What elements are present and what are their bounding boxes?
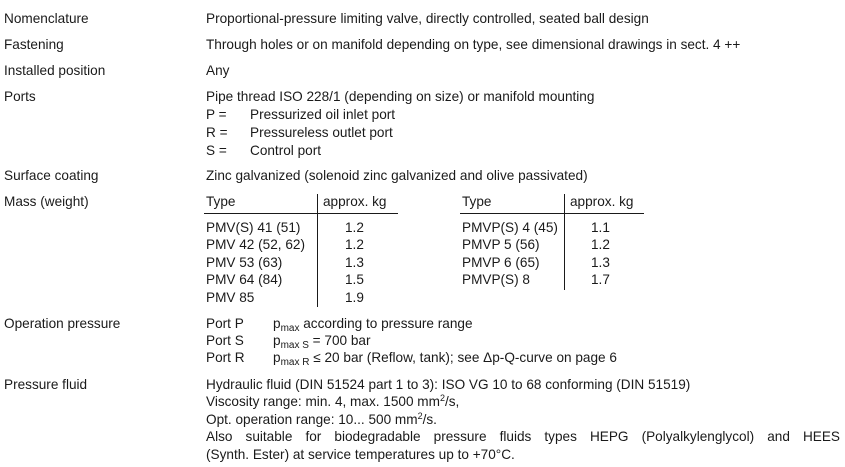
mass-table-1-kg: 1.9 xyxy=(345,290,364,305)
ports-label: Ports xyxy=(4,89,36,104)
mass-table-2-header-kg: approx. kg xyxy=(570,194,634,209)
mass-table-1-type: PMV 53 (63) xyxy=(206,255,283,270)
mass-table-1-type: PMV 42 (52, 62) xyxy=(206,237,305,252)
mass-table-1-divider xyxy=(204,213,398,214)
mass-table-2-kg: 1.2 xyxy=(591,237,610,252)
mass-label: Mass (weight) xyxy=(4,194,89,209)
operation-pressure-label: Operation pressure xyxy=(4,316,121,331)
nomenclature-label: Nomenclature xyxy=(4,11,89,26)
operation-port-r-value: $p_{max R} \le 20$ bar (Reflow, tank); see Δp-Q-curve on page 6 xyxy=(273,350,617,368)
mass-table-2-type: PMVP(S) 4 (45) xyxy=(462,220,558,235)
port-p-text: Pressurized oil inlet port xyxy=(250,107,396,122)
mass-table-1-type: PMV 64 (84) xyxy=(206,272,283,287)
fastening-label: Fastening xyxy=(4,37,64,52)
pressure-fluid-viscosity: Viscosity range: min. 4, max. 1500 $mm^2/s$, xyxy=(206,393,460,409)
pressure-fluid-label: Pressure fluid xyxy=(4,377,88,392)
surface-coating-value: Zinc galvanized (solenoid zinc galvanized and olive passivated) xyxy=(206,168,588,183)
operation-port-r: Port R xyxy=(206,350,245,365)
mass-table-1-kg: 1.2 xyxy=(345,237,364,252)
operation-port-p-value: $p_{max}$ according to pressure range xyxy=(273,316,473,334)
fastening-value: Through holes or on manifold depending on type, see dimensional drawings in sect. 4 ++ xyxy=(206,37,741,52)
mass-table-1-column-divider xyxy=(317,194,318,307)
ports-intro: Pipe thread ISO 228/1 (depending on size) or manifold mounting xyxy=(206,89,595,104)
mass-table-2-type: PMVP 6 (65) xyxy=(462,255,540,270)
port-p-key: P = xyxy=(206,107,227,122)
surface-coating-label: Surface coating xyxy=(4,168,99,183)
nomenclature-value: Proportional-pressure limiting valve, directly controlled, seated ball design xyxy=(206,11,649,26)
port-r-text: Pressureless outlet port xyxy=(250,125,393,140)
operation-port-p: Port P xyxy=(206,316,244,331)
pressure-fluid-service-temp: (Synth. Ester) at service temperatures up to +70°C. xyxy=(206,447,515,462)
mass-table-1-header-kg: approx. kg xyxy=(323,194,387,209)
mass-table-1-header-type: Type xyxy=(206,194,236,209)
mass-table-2-kg: 1.3 xyxy=(591,255,610,270)
mass-table-2-header-type: Type xyxy=(462,194,492,209)
operation-port-s: Port S xyxy=(206,333,244,348)
installed-position-label: Installed position xyxy=(4,63,106,78)
pressure-fluid-line-1: Hydraulic fluid (DIN 51524 part 1 to 3): ISO VG 10 to 68 conforming (DIN 51519) xyxy=(206,377,691,392)
pressure-fluid-biodegradable: Also suitable for biodegradable pressure fluids types HEPG (Polyalkylenglycol) and HEES xyxy=(206,429,840,444)
mass-table-2-kg: 1.7 xyxy=(591,272,610,287)
mass-table-1-kg: 1.3 xyxy=(345,255,364,270)
port-r-key: R = xyxy=(206,125,228,140)
mass-table-2-kg: 1.1 xyxy=(591,220,610,235)
mass-table-1-kg: 1.5 xyxy=(345,272,364,287)
mass-table-2-type: PMVP(S) 8 xyxy=(462,272,530,287)
mass-table-1-kg: 1.2 xyxy=(345,220,364,235)
port-s-key: S = xyxy=(206,143,227,158)
mass-table-2-column-divider xyxy=(564,194,565,290)
mass-table-1-type: PMV(S) 41 (51) xyxy=(206,220,301,235)
mass-table-2-type: PMVP 5 (56) xyxy=(462,237,540,252)
installed-position-value: Any xyxy=(206,63,230,78)
mass-table-2-divider xyxy=(460,213,644,214)
operation-port-s-value: $p_{max S} = 700$ bar xyxy=(273,333,371,351)
pressure-fluid-opt-range: Opt. operation range: 10... 500 $mm^2/s$. xyxy=(206,411,437,427)
mass-table-1-type: PMV 85 xyxy=(206,290,255,305)
port-s-text: Control port xyxy=(250,143,322,158)
